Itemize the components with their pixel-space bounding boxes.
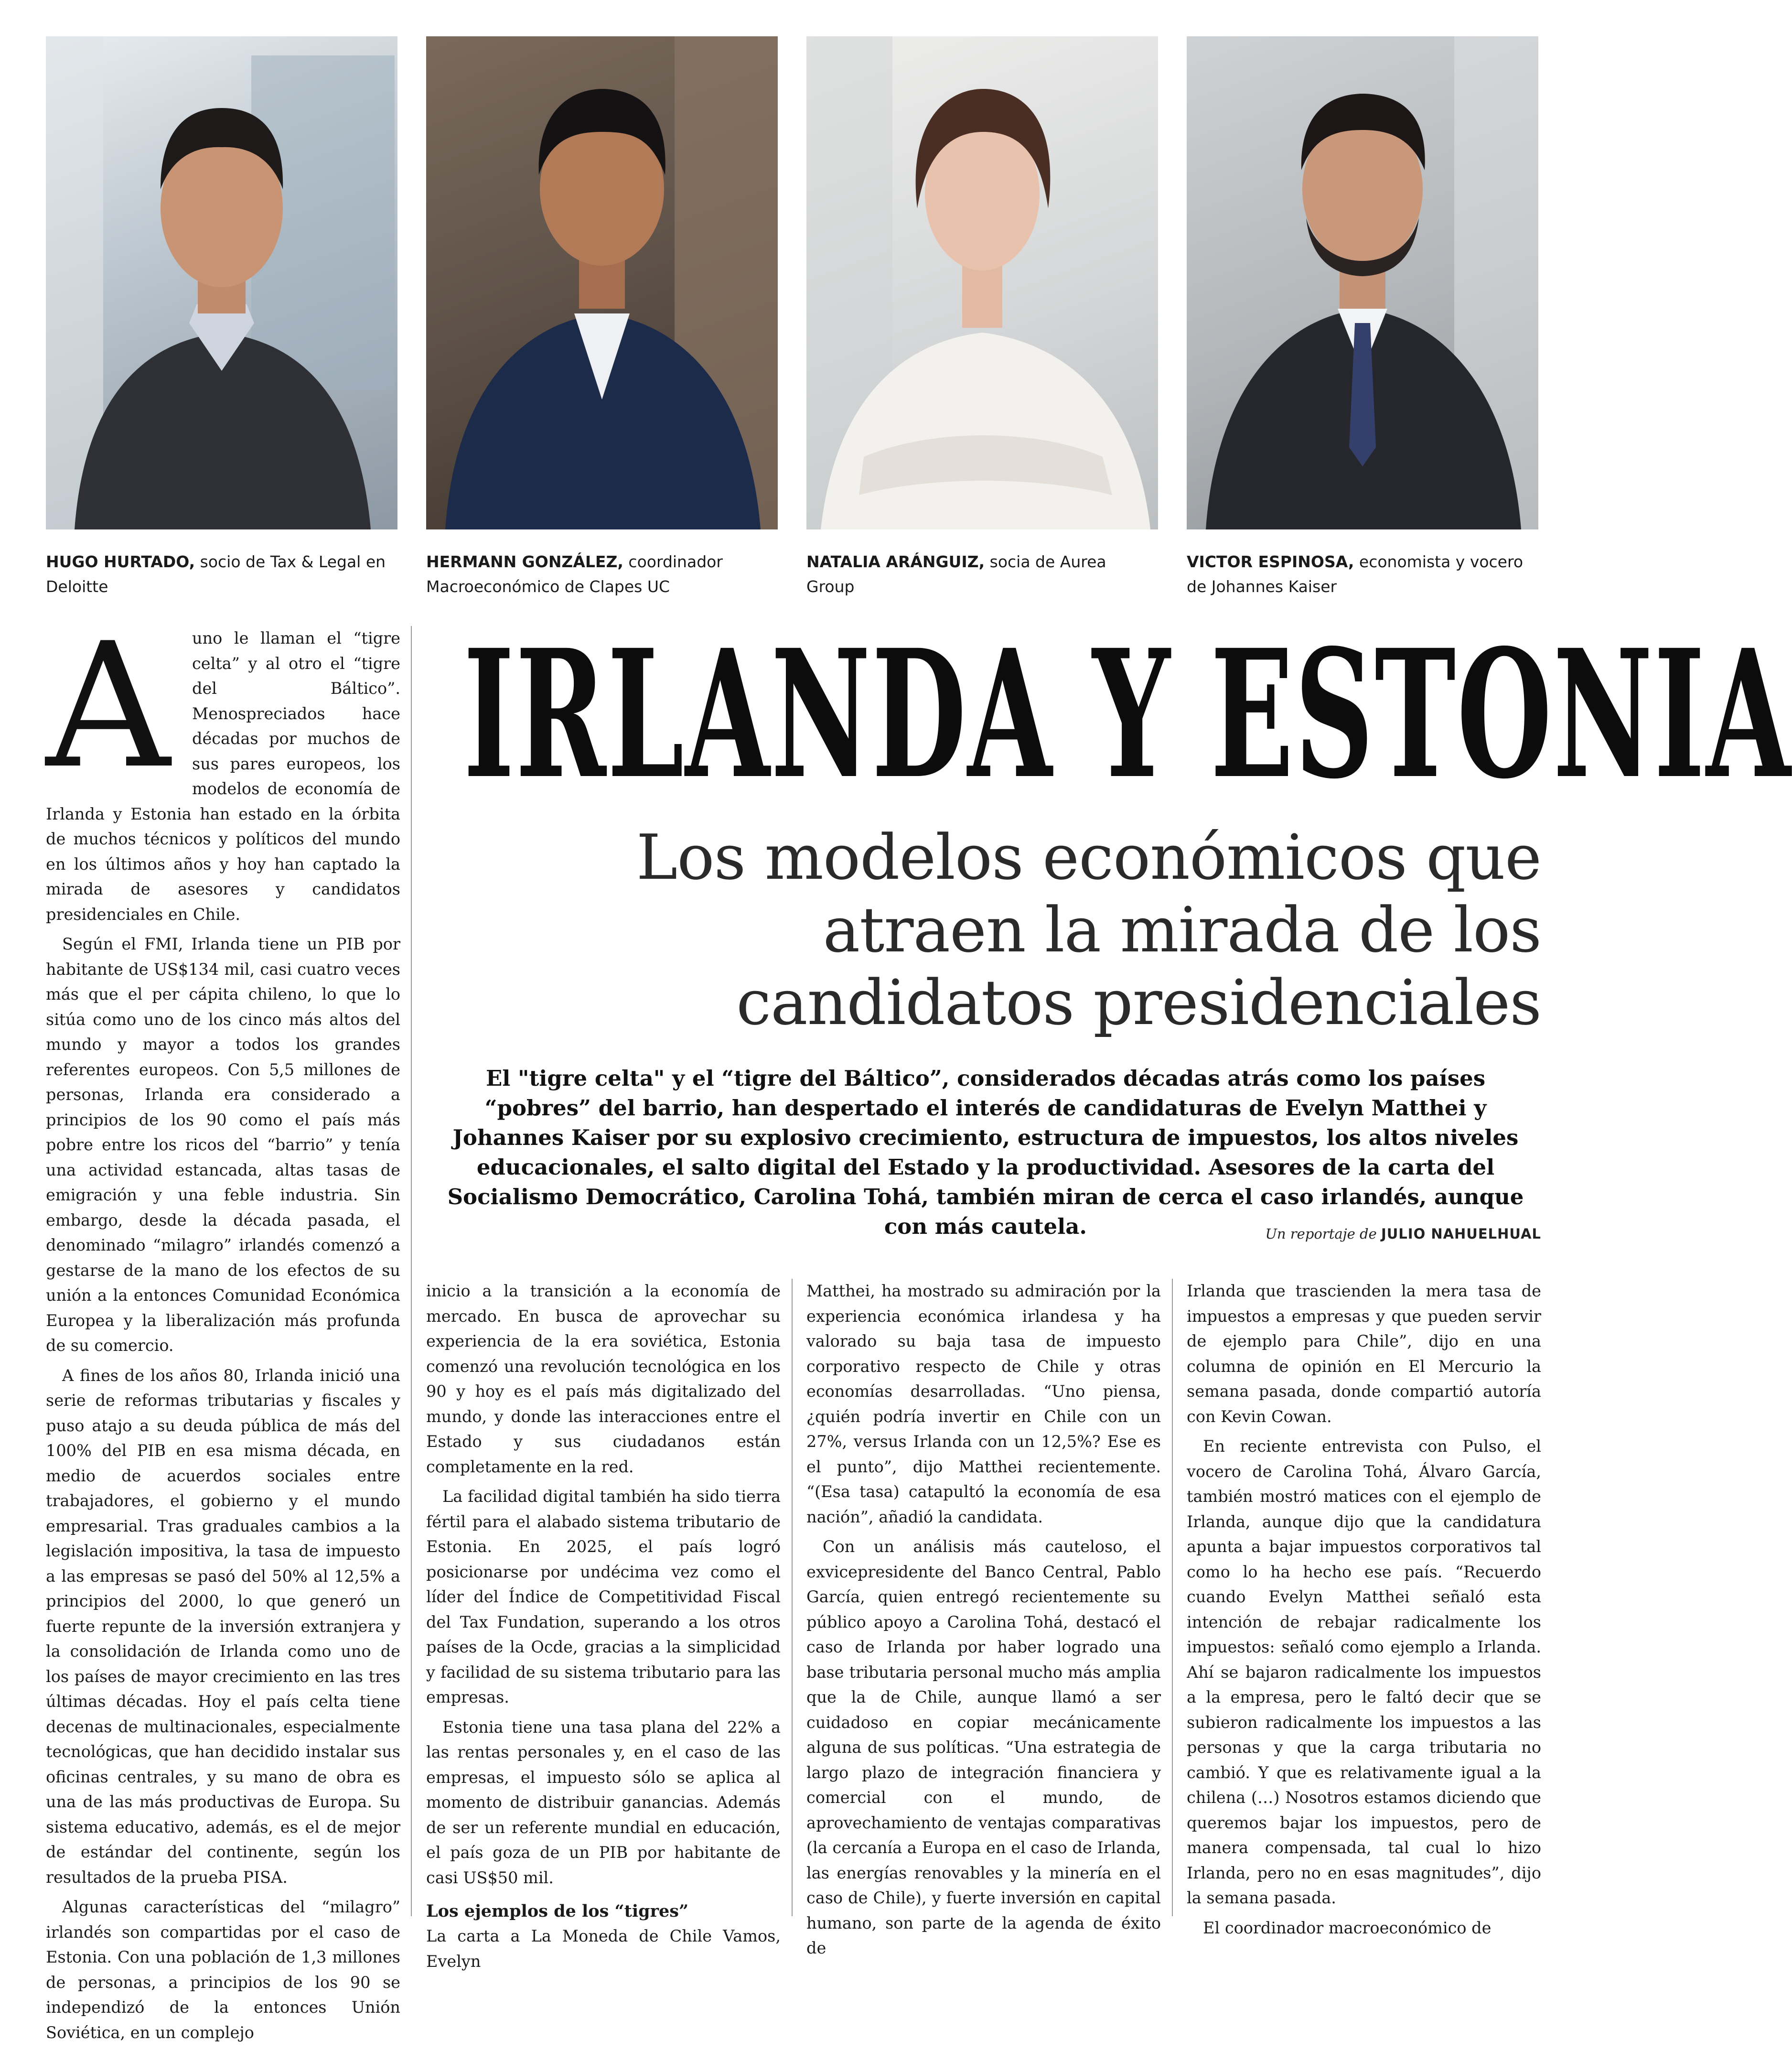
photo-caption [46, 550, 397, 599]
lead-paragraph: El "tigre celta" y el “tigre del Báltico”, considerados décadas atrás como los países “pobres” del barrio, han despertado el interés de candidaturas de Evelyn Matthei y Johannes Kaiser por su explosivo crecimiento, estructura de impuestos, los altos niveles educacionales, el salto digital del Estado y la productividad. Asesores de la carta del Socialismo Democrático, Carolina Tohá, también miran de cerca el caso irlandés, aunque con más cautela. [447, 1066, 1524, 1239]
caption-role: economista y vocero de Johannes Kaiser [1187, 552, 1524, 596]
column-divider [411, 626, 412, 1916]
paragraph: Irlanda que trascienden la mera tasa de impuestos a empresas y que pueden servir de ejemplo para Chile”, dijo en una columna de opinión en El Mercurio la semana pasada, donde compartió autoría con Kevin Cowan. [1187, 1282, 1541, 1426]
photo-hugo-hurtado [46, 36, 397, 529]
paragraph: uno le llaman el “tigre celta” y al otro el “tigre del Báltico”. Menospreciados hace décadas por muchos de sus pares europeos, los modelos de economía de Irlanda y Estonia han estado en la órbita de muchos técnicos y políticos del mundo en los últimos años y hoy han captado la mirada de asesores y candidatos presidenciales en Chile. [46, 629, 400, 924]
byline-author: JULIO NAHUELHUAL [1381, 1226, 1541, 1242]
byline [1265, 1224, 1541, 1243]
article-column-3 [806, 1279, 1161, 1966]
photo-natalia-aranguiz [806, 36, 1158, 529]
photo-victor-espinosa [1187, 36, 1538, 529]
caption-name: VICTOR ESPINOSA, [1187, 552, 1354, 571]
portrait-man-suit [426, 36, 778, 529]
article-column-1 [46, 606, 400, 2050]
byline-prefix: Un reportaje de [1265, 1226, 1381, 1242]
paragraph: inicio a la transición a la economía de mercado. En busca de aprovechar su experiencia de la era soviética, Estonia comenzó una revolución tecnológica en los 90 y hoy es el país más digitalizado del mundo, y donde las interacciones entre el Estado y sus ciudadanos están completamente en la red. [426, 1282, 781, 1476]
paragraph: La facilidad digital también ha sido tierra fértil para el alabado sistema tributario de Estonia. En 2025, el país logró posicionarse por undécima vez como el líder del Índice de Competitividad Fiscal del Tax Fundation, superando a los otros países de la Ocde, gracias a la simplicidad y facilidad de su sistema tributario para las empresas. [426, 1487, 781, 1706]
paragraph: Algunas características del “milagro” irlandés son compartidas por el caso de Estonia. Con una población de 1,3 millones de personas, a principios de los 90 se independizó de la entonces Unión Soviética, en un complejo [46, 1898, 400, 2042]
paragraph: Según el FMI, Irlanda tiene un PIB por habitante de US$134 mil, casi cuatro veces más que el per cápita chileno, lo que lo sitúa como uno de los cinco más altos del mundo y mayor a todos los grandes referentes europeos. Con 5,5 millones de personas, Irlanda era considerado a principios de los 90 como el país más pobre entre los ricos del “barrio” y tenía una actividad estancada, altas tasas de emigración y una feble industria. Sin embargo, desde la década pasada, el denominado “milagro” irlandés comenzó a gestarse de la mano de los efectos de su unión a la entonces Comunidad Económica Europea y la liberalización más profunda de su comercio. [46, 935, 400, 1355]
paragraph: Con un análisis más cauteloso, el exvicepresidente del Banco Central, Pablo García, quien entregó recientemente su público apoyo a Carolina Tohá, destacó el caso de Irlanda por haber logrado una base tributaria personal mucho más amplia que la de Chile, aunque llamó a ser cuidadoso en copiar mecánicamente alguna de sus políticas. “Una estrategia de largo plazo de integración financiera y comercial con el mundo, de aprovechamiento de ventajas comparativas (la cercanía a Europa en el caso de Irlanda, las energías renovables y la minería en el caso de Chile), y fuerte inversión en capital humano, son parte de la agenda de éxito de [806, 1537, 1161, 1957]
column-divider [1172, 1279, 1173, 1916]
photo-caption [426, 550, 778, 599]
portrait-man-tie [1187, 36, 1538, 529]
paragraph: Estonia tiene una tasa plana del 22% a las rentas personales y, en el caso de las empresas, el impuesto sólo se aplica al momento de distribuir ganancias. Además de ser un referente mundial en educación, el país goza de un PIB por habitante de casi US$50 mil. [426, 1717, 781, 1887]
photo-caption [1187, 550, 1538, 599]
portrait-woman-white [806, 36, 1158, 529]
caption-role: coordinador Macroeconómico de Clapes UC [426, 552, 723, 596]
paragraph: La carta a La Moneda de Chile Vamos, Evelyn [426, 1927, 781, 1971]
paragraph: El coordinador macroeconómico de [1203, 1918, 1492, 1937]
drop-cap: A [46, 606, 170, 806]
photo-hermann-gonzalez [426, 36, 778, 529]
section-heading: Los ejemplos de los “tigres” [426, 1901, 689, 1921]
paragraph: A fines de los años 80, Irlanda inició una serie de reformas tributarias y fiscales y puso atajo a su deuda pública de más del 100% del PIB en esa misma década, en medio de acuerdos sociales entre trabajadores, el gobierno y el mundo empresarial. Tras graduales cambios a la legislación impositiva, la tasa de impuesto a las empresas se pasó del 50% al 12,5% a principios del 2000, lo que generó un fuerte repunte de la inversión extranjera y la consolidación de Irlanda como uno de los países de mayor crecimiento en las tres últimas décadas. Hoy el país celta tiene decenas de multinacionales, especialmente tecnológicas, que han decidido instalar sus oficinas centrales, y su mano de obra es una de las más productivas de Europa. Su sistema educativo, además, es el de mejor de estándar del continente, según los resultados de la prueba PISA. [46, 1366, 400, 1887]
caption-name: HERMANN GONZÁLEZ, [426, 552, 623, 571]
portrait-man-sweater [46, 36, 397, 529]
subheadline: Los modelos económicos que atraen la mirada de los candidatos presidenciales [636, 821, 1541, 1039]
caption-role: socio de Tax & Legal en Deloitte [46, 552, 386, 596]
article-column-2 [426, 1279, 781, 1979]
caption-name: NATALIA ARÁNGUIZ, [806, 552, 985, 571]
caption-role: socia de Aurea Group [806, 552, 1106, 596]
photo-caption [806, 550, 1158, 599]
column-divider [792, 1279, 793, 1916]
headline: IRLANDA Y ESTONIA [463, 611, 1792, 818]
caption-name: HUGO HURTADO, [46, 552, 195, 571]
article-column-4 [1187, 1279, 1541, 1945]
paragraph: Matthei, ha mostrado su admiración por la experiencia económica irlandesa y ha valorado su baja tasa de impuesto corporativo respecto de Chile y otras economías desarrolladas. “Uno piensa, ¿quién podría invertir en Chile con un 27%, versus Irlanda con un 12,5%? Ese es el punto”, dijo Matthei recientemente. “(Esa tasa) catapultó la economía de esa nación”, añadió la candidata. [806, 1282, 1161, 1526]
paragraph: En reciente entrevista con Pulso, el vocero de Carolina Tohá, Álvaro García, también mostró matices con el ejemplo de Irlanda, aunque dijo que la candidatura apunta a bajar impuestos corporativos tal como lo ha hecho ese país. “Recuerdo cuando Evelyn Matthei señaló esta intención de rebajar radicalmente los impuestos: señaló como ejemplo a Irlanda. Ahí se bajaron radicalmente los impuestos a la empresa, pero le faltó decir que se subieron radicalmente los impuestos a las personas y que la carga tributaria no cambió. Y que es relativamente igual a la chilena (…) Nosotros estamos diciendo que queremos bajar los impuestos, pero de manera compensada, tal cual lo hizo Irlanda, pero no en esas magnitudes”, dijo la semana pasada. [1187, 1437, 1541, 1907]
